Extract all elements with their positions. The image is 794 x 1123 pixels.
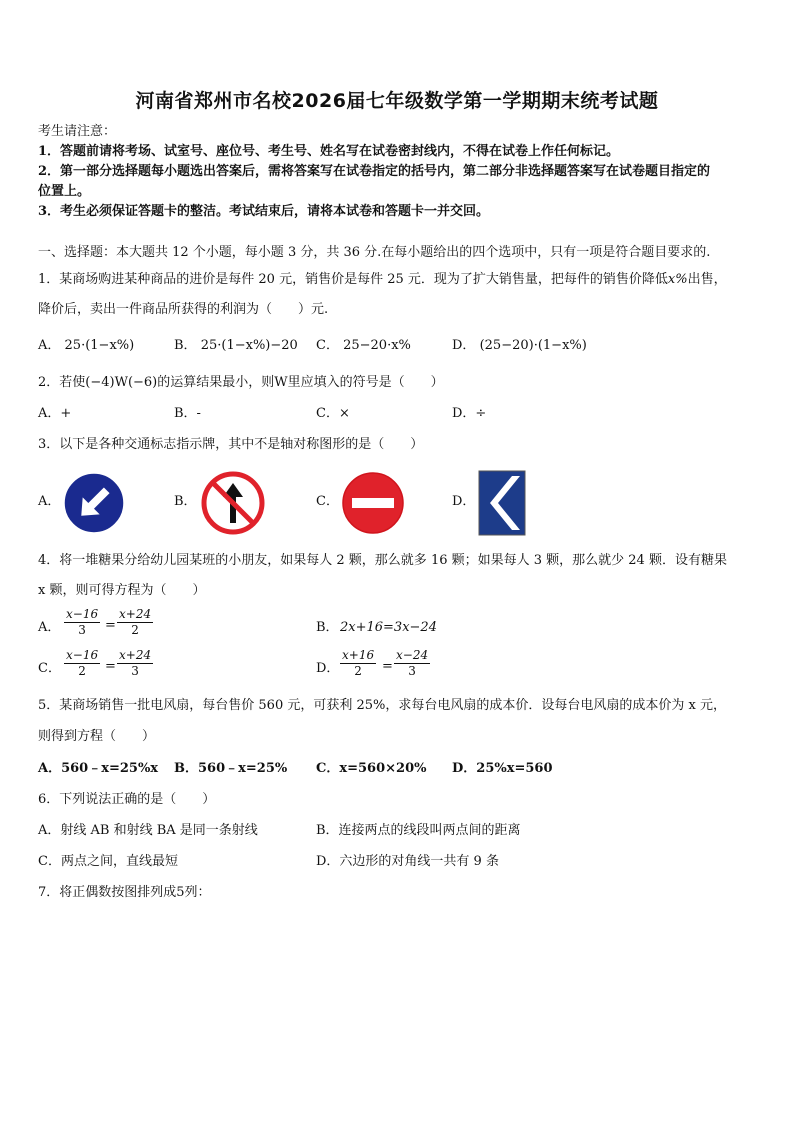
q3-option-a-label: A． (38, 494, 61, 509)
q4-d-right-fraction: x−24 3 (396, 648, 429, 678)
no-entry-sign-icon (341, 471, 405, 535)
q2-option-d: D．÷ (452, 406, 487, 421)
q5-option-b: B．560﹣x=25% (174, 761, 288, 776)
q4-a-left-fraction: x−16 3 (66, 607, 99, 637)
no-straight-ahead-sign-icon (201, 471, 265, 535)
q3-option-c-label: C． (316, 494, 339, 509)
q4-d-left-fraction: x+16 2 (342, 648, 375, 678)
q2-prefix: 2．若使 (38, 375, 86, 390)
q5-option-d: D．25%x=560 (452, 761, 553, 776)
q4-c-left-fraction: x−16 2 (66, 648, 99, 678)
q6-option-d: D．六边形的对角线一共有 9 条 (316, 854, 499, 869)
q1-option-c: C． 25−20·x% (316, 338, 411, 353)
q2-option-b: B．- (174, 406, 201, 421)
q3-option-b-label: B． (174, 494, 197, 509)
question-5-line1: 5．某商场销售一批电风扇，每台售价 560 元，可获利 25%，求每台电风扇的成本价．设每台电风扇的成本价为 x 元， (38, 698, 726, 713)
q6-option-c: C．两点之间，直线最短 (38, 854, 178, 869)
notice-heading: 考生请注意： (38, 124, 117, 139)
q1-var: x% (667, 272, 688, 287)
q4-d-equals: = (382, 659, 393, 674)
q4-c-right-fraction: x+24 3 (119, 648, 152, 678)
q1-text: 1．某商场购进某种商品的进价是每件 20 元，销售价是每件 25 元．现为了扩大销售量，把每件的销售价降低 (38, 272, 668, 287)
notice-item-2: 2．第一部分选择题每小题选出答案后，需将答案写在试卷指定的括号内，第二部分非选择题答案写在试卷题目指定的 (38, 164, 711, 179)
q4-a-right-fraction: x+24 2 (119, 607, 152, 637)
notice-item-1: 1．答题前请将考场、试室号、座位号、考生号、姓名写在试卷密封线内，不得在试卷上作任何标记。 (38, 144, 620, 159)
question-6: 6．下列说法正确的是（ ） (38, 792, 216, 807)
chevron-sign-icon (478, 470, 526, 536)
q4-a-equals: = (105, 618, 116, 633)
q2-suffix: 的运算结果最小，则W里应填入的符号是（ ） (157, 375, 444, 390)
q4-c-equals: = (105, 659, 116, 674)
q2-option-c: C．× (316, 406, 350, 421)
q2-expr: (−4)W(−6) (85, 375, 158, 390)
page-title: 河南省郑州市名校2026届七年级数学第一学期期末统考试题 (135, 90, 659, 112)
q4-option-c-label: C． (38, 661, 61, 676)
q5-option-c: C．x=560×20% (316, 761, 427, 776)
notice-item-2-cont: 位置上。 (38, 184, 91, 199)
q1-option-d: D． (25−20)·(1−x%) (452, 338, 587, 353)
question-4-line1: 4．将一堆糖果分给幼儿园某班的小朋友，如果每人 2 颗，那么就多 16 颗；如果每人 3 颗，那么就少 24 颗．设有糖果 (38, 553, 727, 568)
q1-option-d-expr: (25−20)·(1−x%) (479, 338, 587, 353)
question-3: 3．以下是各种交通标志指示牌，其中不是轴对称图形的是（ ） (38, 437, 424, 452)
question-7: 7．将正偶数按图排列成5列： (38, 885, 211, 900)
blue-arrow-sign-icon (62, 471, 126, 535)
q1-option-a-expr: 25·(1−x%) (64, 338, 135, 353)
question-4-line2: x 颗，则可得方程为（ ） (38, 583, 206, 598)
q6-option-b: B．连接两点的线段叫两点间的距离 (316, 823, 521, 838)
section-heading: 一、选择题：本大题共 12 个小题，每小题 3 分，共 36 分.在每小题给出的四个选项中，只有一项是符合题目要求的. (38, 245, 711, 260)
q6-option-a: A．射线 AB 和射线 BA 是同一条射线 (38, 823, 258, 838)
q2-option-a: A．+ (38, 406, 72, 421)
q1-option-a: A． 25·(1−x%) (38, 338, 135, 353)
question-5-line2: 则得到方程（ ） (38, 729, 156, 744)
q1-option-b-expr: 25·(1−x%)−20 (200, 338, 298, 353)
q4-option-a-label: A． (38, 620, 61, 635)
q3-option-d-label: D． (452, 494, 476, 509)
q4-option-d-label: D． (316, 661, 340, 676)
q1-text-end: 出售， (687, 272, 727, 287)
q1-option-b: B． 25·(1−x%)−20 (174, 338, 298, 353)
notice-item-3: 3．考生必须保证答题卡的整洁。考试结束后，请将本试卷和答题卡一并交回。 (38, 204, 490, 219)
question-1-line1 (38, 272, 727, 288)
q4-option-b-label: B． (316, 620, 339, 635)
question-1-line2: 降价后，卖出一件商品所获得的利润为（ ）元. (38, 302, 329, 317)
q4-option-b-expr: 2x+16=3x−24 (340, 620, 437, 635)
q1-option-c-expr: 25−20·x% (343, 338, 411, 353)
question-2 (38, 375, 444, 391)
q5-option-a: A．560﹣x=25%x (38, 761, 159, 776)
